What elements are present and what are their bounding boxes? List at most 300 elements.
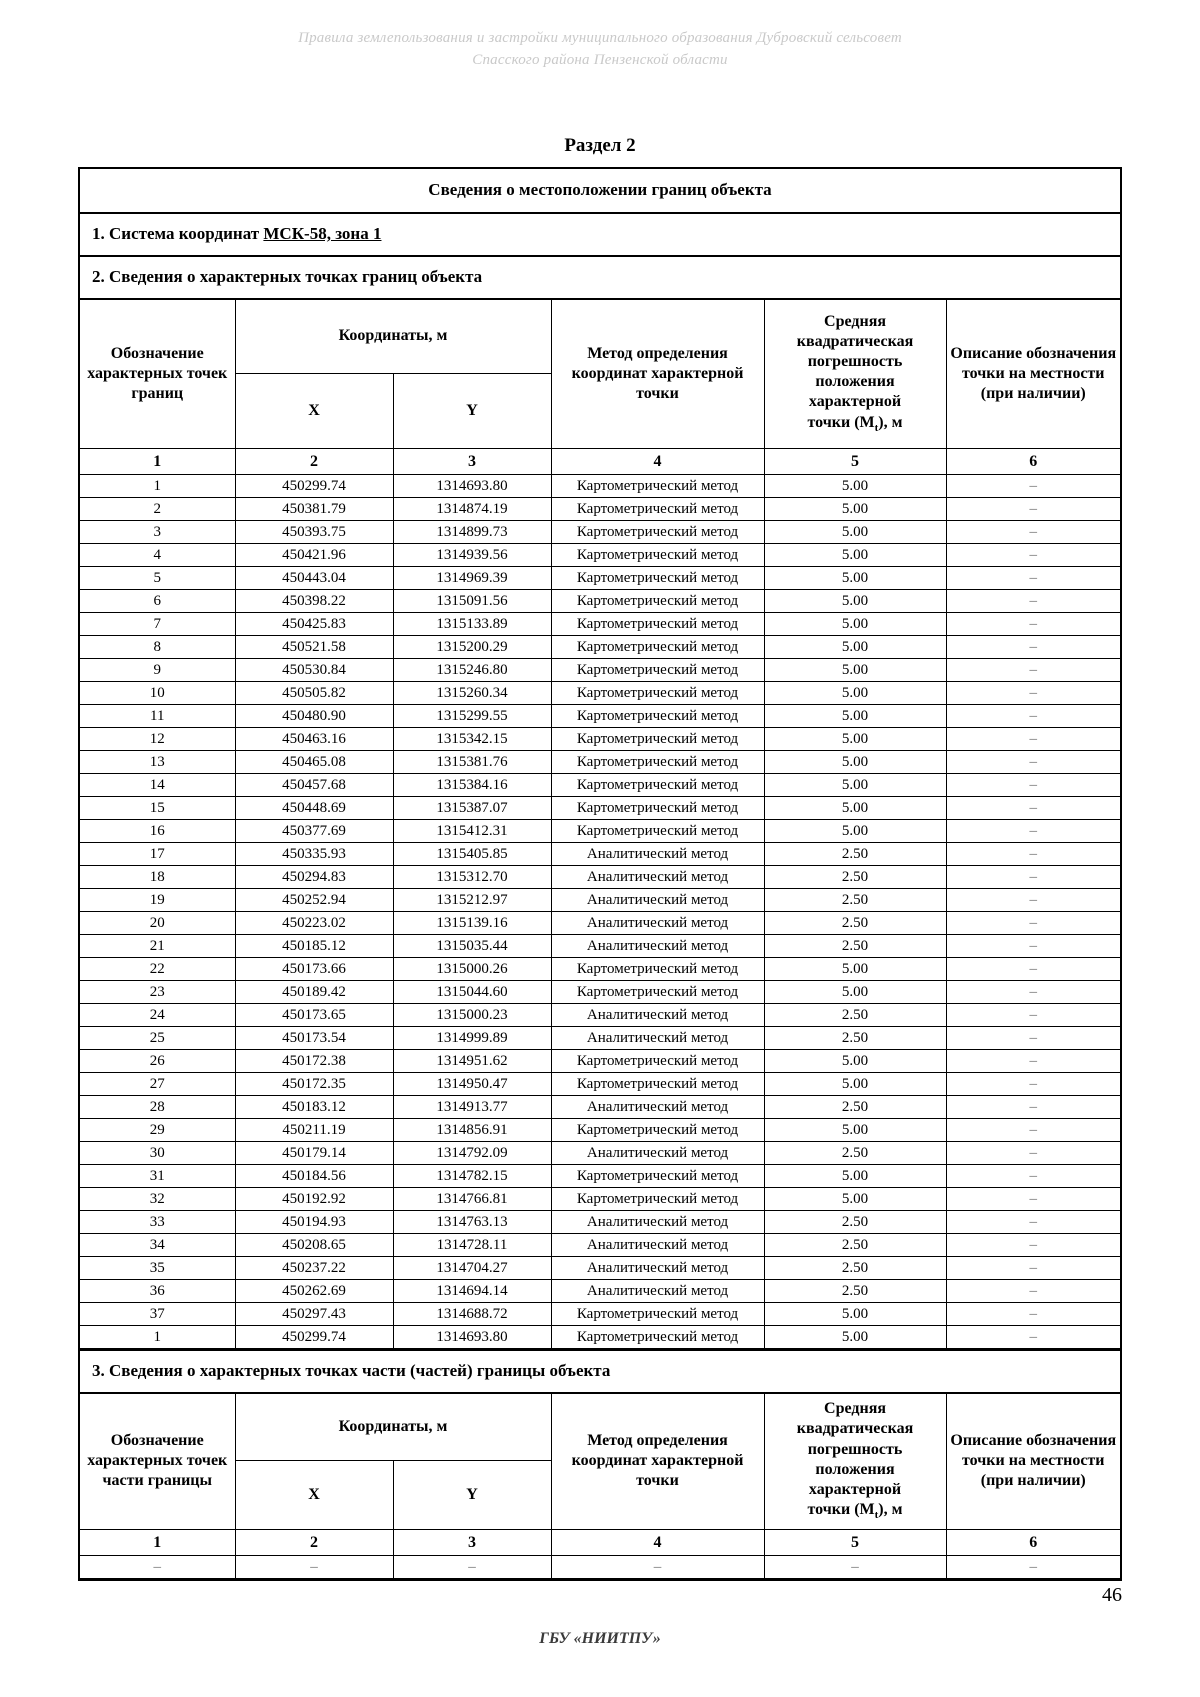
cell-point-number: 20	[80, 911, 235, 934]
cell-coord-x: 450189.42	[235, 980, 393, 1003]
cell-method: Картометрический метод	[551, 589, 764, 612]
section3-table-body	[80, 1556, 1120, 1579]
cell-description: –	[946, 934, 1120, 957]
table-row	[80, 566, 1120, 589]
cell-description: –	[946, 1049, 1120, 1072]
section3-table	[80, 1394, 1120, 1580]
table-row	[80, 658, 1120, 681]
cell-description: –	[946, 1256, 1120, 1279]
table-row	[80, 1118, 1120, 1141]
cell-rmse: 5.00	[764, 474, 946, 497]
cell-rmse: 5.00	[764, 635, 946, 658]
s2-rmse-l2: квадратическая	[796, 332, 914, 350]
cell-rmse: 5.00	[764, 1302, 946, 1325]
cell-coord-y: 1314874.19	[393, 497, 551, 520]
cell-point-number: 6	[80, 589, 235, 612]
table-row	[80, 474, 1120, 497]
cell-method: Картометрический метод	[551, 543, 764, 566]
cell-coord-x: 450208.65	[235, 1233, 393, 1256]
cell-description: –	[946, 658, 1120, 681]
cell-coord-y: 1315299.55	[393, 704, 551, 727]
cell-rmse: 2.50	[764, 865, 946, 888]
cell-coord-x: 450398.22	[235, 589, 393, 612]
cell-coord-x: 450262.69	[235, 1279, 393, 1302]
cell-coord-x: 450172.38	[235, 1049, 393, 1072]
cell-coord-y: 1314688.72	[393, 1302, 551, 1325]
cell-method: Картометрический метод	[551, 497, 764, 520]
cell-point-number: 17	[80, 842, 235, 865]
cell-description: –	[946, 1187, 1120, 1210]
cell-description: –	[946, 1164, 1120, 1187]
cell-coord-x: 450425.83	[235, 612, 393, 635]
cell-point-number: 31	[80, 1164, 235, 1187]
cell-method: Аналитический метод	[551, 1095, 764, 1118]
cell-coord-x: 450173.66	[235, 957, 393, 980]
cell-method: Картометрический метод	[551, 1049, 764, 1072]
table-row	[80, 1210, 1120, 1233]
s2-colnum-4: 4	[551, 448, 764, 474]
cell-description: –	[946, 1141, 1120, 1164]
page-header-line-2: Спасского района Пензенской области	[472, 51, 728, 68]
page-header-watermark	[0, 28, 1200, 72]
cell-method: Аналитический метод	[551, 865, 764, 888]
cell-point-number: 34	[80, 1233, 235, 1256]
cell-rmse: 2.50	[764, 934, 946, 957]
s3-header-x: X	[235, 1461, 393, 1530]
s2-colnum-6: 6	[946, 448, 1120, 474]
cell-coord-x: 450185.12	[235, 934, 393, 957]
cell-coord-x: 450237.22	[235, 1256, 393, 1279]
table-row	[80, 1187, 1120, 1210]
page-number: 46	[1102, 1584, 1122, 1606]
s3-rmse-l3: погрешность	[807, 1440, 903, 1458]
cell-rmse: 5.00	[764, 1072, 946, 1095]
cell-coord-y: 1315412.31	[393, 819, 551, 842]
table-row	[80, 888, 1120, 911]
cell-coord-x: 450393.75	[235, 520, 393, 543]
table-row	[80, 1072, 1120, 1095]
cell-coord-y: 1315384.16	[393, 773, 551, 796]
s2-colnum-3: 3	[393, 448, 551, 474]
cell-method: –	[551, 1556, 764, 1579]
table-row	[80, 1141, 1120, 1164]
cell-point-number: 37	[80, 1302, 235, 1325]
cell-method: Аналитический метод	[551, 911, 764, 934]
cell-coord-x: 450381.79	[235, 497, 393, 520]
cell-point-number: 8	[80, 635, 235, 658]
cell-coord-y: 1315246.80	[393, 658, 551, 681]
cell-description: –	[946, 1095, 1120, 1118]
s3-rmse-l5: характерной	[808, 1480, 902, 1498]
cell-method: Картометрический метод	[551, 612, 764, 635]
table-row	[80, 497, 1120, 520]
cell-point-number: 26	[80, 1049, 235, 1072]
cell-description: –	[946, 1233, 1120, 1256]
coordinate-system-row	[80, 214, 1120, 257]
cell-rmse: 5.00	[764, 497, 946, 520]
page-header-line-1: Правила землепользования и застройки муниципального образования Дубровский сельсовет	[298, 30, 902, 46]
cell-coord-y: 1314766.81	[393, 1187, 551, 1210]
table-row	[80, 1279, 1120, 1302]
cell-rmse: 5.00	[764, 980, 946, 1003]
s3-colnum-1: 1	[80, 1530, 235, 1556]
cell-method: Картометрический метод	[551, 957, 764, 980]
cell-coord-x: 450211.19	[235, 1118, 393, 1141]
table-row	[80, 589, 1120, 612]
cell-description: –	[946, 796, 1120, 819]
cell-coord-x: 450173.65	[235, 1003, 393, 1026]
cell-coord-y: 1314763.13	[393, 1210, 551, 1233]
cell-coord-x: 450297.43	[235, 1302, 393, 1325]
cell-rmse: 5.00	[764, 612, 946, 635]
cell-point-number: 16	[80, 819, 235, 842]
cell-coord-y: 1315044.60	[393, 980, 551, 1003]
cell-coord-x: 450299.74	[235, 474, 393, 497]
cell-coord-y: 1314704.27	[393, 1256, 551, 1279]
cell-method: Аналитический метод	[551, 1279, 764, 1302]
table-row	[80, 773, 1120, 796]
cell-point-number: 29	[80, 1118, 235, 1141]
s2-rmse-l1: Средняя	[824, 312, 886, 330]
cell-coord-x: 450505.82	[235, 681, 393, 704]
cell-method: Картометрический метод	[551, 474, 764, 497]
cell-method: Картометрический метод	[551, 750, 764, 773]
cell-point-number: 4	[80, 543, 235, 566]
cell-description: –	[946, 773, 1120, 796]
cell-rmse: 2.50	[764, 1026, 946, 1049]
cell-point-number: 1	[80, 474, 235, 497]
section2-table-body	[80, 474, 1120, 1348]
cell-coord-x: 450252.94	[235, 888, 393, 911]
s2-header-y: Y	[393, 373, 551, 448]
cell-rmse: 5.00	[764, 1164, 946, 1187]
cell-point-number: 12	[80, 727, 235, 750]
cell-method: Картометрический метод	[551, 796, 764, 819]
cell-rmse: 2.50	[764, 1003, 946, 1026]
cell-coord-x: 450173.54	[235, 1026, 393, 1049]
cell-rmse: 2.50	[764, 1210, 946, 1233]
s3-colnum-4: 4	[551, 1530, 764, 1556]
s2-colnum-1: 1	[80, 448, 235, 474]
cell-method: Аналитический метод	[551, 1256, 764, 1279]
cell-description: –	[946, 1302, 1120, 1325]
cell-rmse: 5.00	[764, 750, 946, 773]
cell-point-number: 14	[80, 773, 235, 796]
cell-point-number: 33	[80, 1210, 235, 1233]
table-row	[80, 934, 1120, 957]
cell-coord-y: 1315387.07	[393, 796, 551, 819]
cell-rmse: 2.50	[764, 1095, 946, 1118]
cell-rmse: 2.50	[764, 1256, 946, 1279]
cell-point-number: 25	[80, 1026, 235, 1049]
s2-column-number-row	[80, 448, 1120, 474]
cell-point-number: 18	[80, 865, 235, 888]
cell-coord-x: 450192.92	[235, 1187, 393, 1210]
cell-point-number: 23	[80, 980, 235, 1003]
cell-method: Аналитический метод	[551, 842, 764, 865]
cell-description: –	[946, 704, 1120, 727]
cell-rmse: –	[764, 1556, 946, 1579]
cell-method: Аналитический метод	[551, 1003, 764, 1026]
cell-coord-x: 450443.04	[235, 566, 393, 589]
cell-point-number: 11	[80, 704, 235, 727]
s2-rmse-l6sub: t	[874, 421, 879, 434]
s2-rmse-l4: положения	[815, 373, 895, 391]
cell-description: –	[946, 543, 1120, 566]
cell-point-number: 30	[80, 1141, 235, 1164]
cell-coord-y: 1315091.56	[393, 589, 551, 612]
cell-method: Картометрический метод	[551, 819, 764, 842]
s3-colnum-3: 3	[393, 1530, 551, 1556]
cell-description: –	[946, 819, 1120, 842]
cell-rmse: 2.50	[764, 1233, 946, 1256]
cell-coord-y: 1314792.09	[393, 1141, 551, 1164]
cell-description: –	[946, 1072, 1120, 1095]
cell-coord-y: 1314856.91	[393, 1118, 551, 1141]
cell-coord-y: 1314899.73	[393, 520, 551, 543]
coordinate-system-value: МСК-58, зона 1	[263, 224, 382, 243]
section3-title: 3. Сведения о характерных точках части (частей) границы объекта	[80, 1349, 1120, 1394]
cell-description: –	[946, 1210, 1120, 1233]
cell-description: –	[946, 750, 1120, 773]
cell-method: Картометрический метод	[551, 1325, 764, 1348]
section2-table	[80, 300, 1120, 1349]
cell-coord-y: 1315139.16	[393, 911, 551, 934]
cell-description: –	[946, 1279, 1120, 1302]
s3-rmse-l1: Средняя	[824, 1400, 886, 1418]
cell-coord-y: –	[393, 1556, 551, 1579]
cell-point-number: 27	[80, 1072, 235, 1095]
cell-point-number: 24	[80, 1003, 235, 1026]
cell-description: –	[946, 1026, 1120, 1049]
cell-description: –	[946, 842, 1120, 865]
cell-point-number: 22	[80, 957, 235, 980]
cell-method: Картометрический метод	[551, 635, 764, 658]
s2-header-x: X	[235, 373, 393, 448]
cell-coord-y: 1314728.11	[393, 1233, 551, 1256]
s3-header-coordinates-group: Координаты, м	[235, 1394, 551, 1461]
cell-coord-y: 1315133.89	[393, 612, 551, 635]
cell-point-number: 36	[80, 1279, 235, 1302]
cell-rmse: 5.00	[764, 520, 946, 543]
table-row	[80, 1302, 1120, 1325]
table-row	[80, 1026, 1120, 1049]
cell-description: –	[946, 1003, 1120, 1026]
cell-method: Картометрический метод	[551, 727, 764, 750]
cell-coord-y: 1315000.23	[393, 1003, 551, 1026]
cell-rmse: 5.00	[764, 681, 946, 704]
s3-header-point-designation: Обозначение характерных точек части границы	[80, 1394, 235, 1530]
cell-coord-y: 1314694.14	[393, 1279, 551, 1302]
cell-method: Картометрический метод	[551, 1118, 764, 1141]
cell-rmse: 5.00	[764, 704, 946, 727]
s2-colnum-5: 5	[764, 448, 946, 474]
s2-header-coordinates-group: Координаты, м	[235, 300, 551, 373]
cell-coord-x: 450421.96	[235, 543, 393, 566]
cell-rmse: 5.00	[764, 658, 946, 681]
cell-coord-y: 1315035.44	[393, 934, 551, 957]
cell-rmse: 5.00	[764, 1325, 946, 1348]
cell-description: –	[946, 865, 1120, 888]
cell-coord-x: 450172.35	[235, 1072, 393, 1095]
cell-description: –	[946, 612, 1120, 635]
cell-point-number: 13	[80, 750, 235, 773]
cell-point-number: 1	[80, 1325, 235, 1348]
table-row	[80, 1049, 1120, 1072]
cell-method: Картометрический метод	[551, 566, 764, 589]
cell-description: –	[946, 727, 1120, 750]
cell-coord-y: 1314950.47	[393, 1072, 551, 1095]
cell-rmse: 5.00	[764, 727, 946, 750]
cell-description: –	[946, 957, 1120, 980]
cell-method: Картометрический метод	[551, 704, 764, 727]
table-row	[80, 957, 1120, 980]
cell-coord-x: 450457.68	[235, 773, 393, 796]
cell-method: Картометрический метод	[551, 773, 764, 796]
cell-rmse: 5.00	[764, 819, 946, 842]
cell-coord-x: 450335.93	[235, 842, 393, 865]
cell-coord-x: 450480.90	[235, 704, 393, 727]
cell-rmse: 5.00	[764, 1049, 946, 1072]
cell-rmse: 2.50	[764, 1141, 946, 1164]
cell-method: Картометрический метод	[551, 520, 764, 543]
table-row	[80, 1256, 1120, 1279]
cell-rmse: 5.00	[764, 796, 946, 819]
cell-rmse: 5.00	[764, 566, 946, 589]
table-row	[80, 1164, 1120, 1187]
cell-coord-x: 450194.93	[235, 1210, 393, 1233]
cell-description: –	[946, 474, 1120, 497]
cell-rmse: 5.00	[764, 589, 946, 612]
cell-method: Аналитический метод	[551, 888, 764, 911]
table-row	[80, 1095, 1120, 1118]
s2-colnum-2: 2	[235, 448, 393, 474]
cell-coord-y: 1314693.80	[393, 1325, 551, 1348]
cell-description: –	[946, 1556, 1120, 1579]
cell-point-number: 10	[80, 681, 235, 704]
s3-colnum-2: 2	[235, 1530, 393, 1556]
page-footer: ГБУ «НИИТПУ»	[539, 1630, 661, 1647]
cell-coord-x: 450294.83	[235, 865, 393, 888]
cell-point-number: 32	[80, 1187, 235, 1210]
cell-coord-y: 1315260.34	[393, 681, 551, 704]
table-row	[80, 1556, 1120, 1579]
cell-point-number: 3	[80, 520, 235, 543]
table-row	[80, 842, 1120, 865]
s2-header-point-designation: Обозначение характерных точек границ	[80, 300, 235, 448]
table-row	[80, 681, 1120, 704]
table-row	[80, 1233, 1120, 1256]
cell-rmse: 5.00	[764, 1118, 946, 1141]
cell-point-number: –	[80, 1556, 235, 1579]
cell-description: –	[946, 888, 1120, 911]
cell-method: Аналитический метод	[551, 934, 764, 957]
cell-point-number: 7	[80, 612, 235, 635]
cell-rmse: 5.00	[764, 1187, 946, 1210]
cell-method: Картометрический метод	[551, 1187, 764, 1210]
table-row	[80, 1003, 1120, 1026]
cell-coord-x: 450223.02	[235, 911, 393, 934]
cell-method: Картометрический метод	[551, 658, 764, 681]
cell-coord-y: 1315342.15	[393, 727, 551, 750]
cell-method: Картометрический метод	[551, 1302, 764, 1325]
cell-coord-y: 1315405.85	[393, 842, 551, 865]
table-row	[80, 727, 1120, 750]
table-row	[80, 911, 1120, 934]
cell-coord-y: 1314969.39	[393, 566, 551, 589]
cell-coord-x: 450530.84	[235, 658, 393, 681]
s3-rmse-l6a: точки (M	[807, 1501, 875, 1519]
cell-coord-y: 1314693.80	[393, 474, 551, 497]
cell-method: Аналитический метод	[551, 1210, 764, 1233]
s3-column-number-row	[80, 1530, 1120, 1556]
cell-coord-y: 1314951.62	[393, 1049, 551, 1072]
cell-point-number: 19	[80, 888, 235, 911]
s3-header-y: Y	[393, 1461, 551, 1530]
cell-point-number: 15	[80, 796, 235, 819]
cell-coord-x: 450448.69	[235, 796, 393, 819]
cell-method: Картометрический метод	[551, 1072, 764, 1095]
cell-point-number: 5	[80, 566, 235, 589]
cell-coord-x: 450179.14	[235, 1141, 393, 1164]
section2-title: 2. Сведения о характерных точках границ объекта	[80, 257, 1120, 300]
cell-method: Картометрический метод	[551, 1164, 764, 1187]
s2-header-rmse	[764, 300, 946, 448]
cell-coord-y: 1315000.26	[393, 957, 551, 980]
s3-colnum-6: 6	[946, 1530, 1120, 1556]
cell-method: Картометрический метод	[551, 980, 764, 1003]
table-row	[80, 612, 1120, 635]
cell-rmse: 2.50	[764, 911, 946, 934]
cell-rmse: 5.00	[764, 957, 946, 980]
cell-description: –	[946, 566, 1120, 589]
cell-point-number: 2	[80, 497, 235, 520]
s3-rmse-l6sub: t	[874, 1509, 879, 1522]
cell-description: –	[946, 1118, 1120, 1141]
cell-coord-x: 450465.08	[235, 750, 393, 773]
cell-rmse: 2.50	[764, 1279, 946, 1302]
s2-rmse-l6b: ), м	[878, 413, 903, 431]
table-row	[80, 865, 1120, 888]
cell-coord-x: 450183.12	[235, 1095, 393, 1118]
cell-point-number: 28	[80, 1095, 235, 1118]
cell-point-number: 9	[80, 658, 235, 681]
s2-rmse-l3: погрешность	[807, 353, 903, 371]
page-title: Раздел 2	[564, 135, 636, 156]
s2-rmse-l6a: точки (M	[807, 413, 875, 431]
s3-rmse-l4: положения	[815, 1460, 895, 1478]
cell-rmse: 5.00	[764, 773, 946, 796]
cell-coord-y: 1315312.70	[393, 865, 551, 888]
cell-coord-x: 450463.16	[235, 727, 393, 750]
s3-header-rmse	[764, 1394, 946, 1530]
s2-rmse-l5: характерной	[808, 393, 902, 411]
table-row	[80, 980, 1120, 1003]
table-row	[80, 750, 1120, 773]
cell-description: –	[946, 980, 1120, 1003]
cell-rmse: 2.50	[764, 888, 946, 911]
table-row	[80, 543, 1120, 566]
s3-colnum-5: 5	[764, 1530, 946, 1556]
s3-header-method: Метод определения координат характерной точки	[551, 1394, 764, 1530]
cell-description: –	[946, 589, 1120, 612]
cell-coord-y: 1314782.15	[393, 1164, 551, 1187]
cell-coord-y: 1314913.77	[393, 1095, 551, 1118]
cell-point-number: 21	[80, 934, 235, 957]
cell-method: Картометрический метод	[551, 681, 764, 704]
cell-description: –	[946, 520, 1120, 543]
table-row	[80, 520, 1120, 543]
